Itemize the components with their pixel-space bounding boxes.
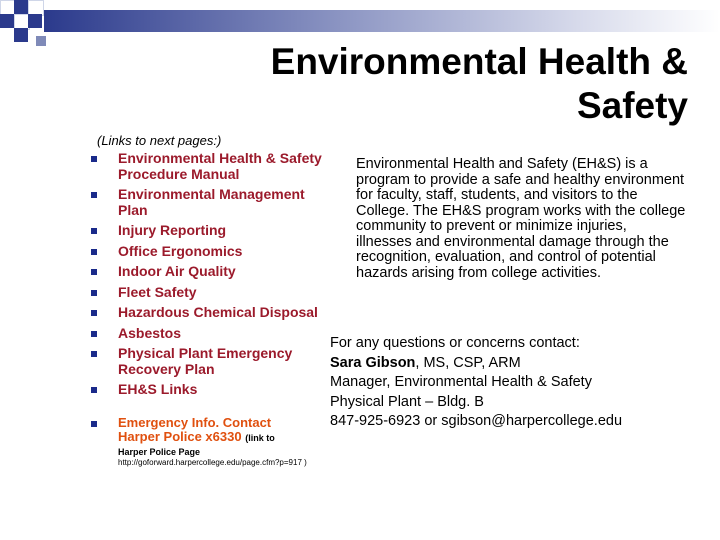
link-label: Injury Reporting (118, 222, 227, 238)
square-bullet-icon (91, 387, 97, 393)
contact-credentials: , MS, CSP, ARM (415, 354, 521, 371)
link-item-indoor-air-quality[interactable] (88, 264, 323, 280)
square-bullet-icon (91, 310, 97, 316)
link-item-management-plan[interactable] (88, 187, 323, 218)
decor-square (0, 14, 14, 28)
square-bullet-icon (91, 290, 97, 296)
link-label: Office Ergonomics (118, 242, 243, 259)
square-bullet-icon (91, 249, 97, 255)
contact-name-line (330, 354, 710, 374)
link-label: Fleet Safety (118, 283, 197, 300)
link-item-fleet-safety[interactable] (88, 285, 323, 301)
link-item-emergency-info[interactable] (88, 416, 323, 468)
link-label: Asbestos (118, 324, 182, 341)
square-bullet-icon (91, 351, 97, 357)
link-item-procedure-manual[interactable] (88, 151, 323, 182)
title-line-1: Environmental Health & (270, 41, 688, 82)
link-label: Indoor Air Quality (118, 263, 236, 279)
decor-square (14, 0, 28, 14)
link-item-asbestos[interactable] (88, 326, 323, 342)
square-bullet-icon (91, 421, 97, 427)
link-label: Physical Plant Emergency Recovery Plan (118, 345, 293, 377)
title-line-2: Safety (576, 85, 688, 126)
link-label: EH&S Links (118, 381, 198, 397)
square-bullet-icon (91, 331, 97, 337)
emergency-line-1: Emergency Info. Contact (118, 414, 272, 430)
emergency-link-note-1: (link to (245, 432, 275, 443)
contact-phone-email[interactable]: 847-925-6923 or sgibson@harpercollege.edu (330, 413, 623, 429)
contact-block (330, 334, 710, 432)
contact-name: Sara Gibson (330, 354, 416, 371)
link-label: Hazardous Chemical Disposal (118, 304, 318, 320)
link-item-hazardous-chemical-disposal[interactable] (88, 305, 323, 321)
link-item-office-ergonomics[interactable] (88, 244, 323, 260)
slide-title (128, 40, 688, 128)
program-description: Environmental Health and Safety (EH&S) is a program to provide a safe and healthy environment for faculty, staff, students, and visitors to the College. The EH&S program works with the college community to prevent or minimize injuries, illnesses and environmental damage through the recognition, evaluation, and control of potential hazards arising from college activities. (356, 156, 686, 281)
square-bullet-icon (91, 228, 97, 234)
decor-square (14, 28, 28, 42)
emergency-line-2: Harper Police x6330 (118, 428, 242, 444)
link-item-emergency-recovery-plan[interactable] (88, 346, 323, 377)
link-label: Environmental Health & Safety Procedure Manual (118, 150, 322, 182)
emergency-link-note-2: Harper Police Page (118, 446, 201, 457)
contact-intro: For any questions or concerns contact: (330, 335, 580, 351)
contact-location: Physical Plant – Bldg. B (330, 393, 484, 410)
link-list (88, 151, 323, 473)
links-note: (Links to next pages:) (97, 133, 222, 148)
square-bullet-icon (91, 269, 97, 275)
link-item-injury-reporting[interactable] (88, 223, 323, 239)
link-item-ehs-links[interactable] (88, 382, 323, 398)
decor-square (36, 36, 46, 46)
header-gradient-bar (44, 10, 720, 32)
decor-square (28, 14, 42, 28)
contact-role: Manager, Environmental Health & Safety (330, 374, 592, 390)
link-label: Environmental Management Plan (118, 186, 305, 218)
square-bullet-icon (91, 192, 97, 198)
emergency-url[interactable]: http://goforward.harpercollege.edu/page.cfm?p=917 ) (118, 457, 307, 467)
square-bullet-icon (91, 156, 97, 162)
